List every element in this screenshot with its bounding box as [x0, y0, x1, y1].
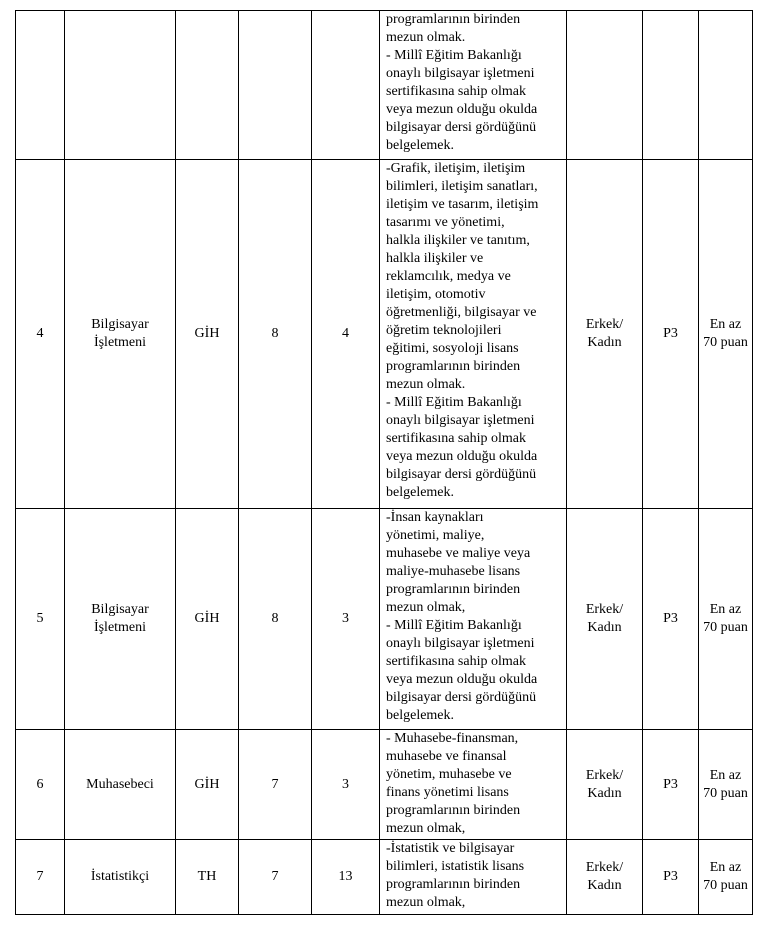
position-title-cell — [65, 730, 176, 840]
min-score-line: En az — [709, 602, 742, 617]
min-score-line: 70 puan — [703, 335, 748, 350]
requirement-line: sertifikasına sahip olmak — [386, 431, 526, 446]
gender-cell — [567, 730, 643, 840]
gender-cell — [567, 509, 643, 730]
class-cell — [176, 11, 239, 160]
requirement-line: bilgisayar dersi gördüğünü — [386, 467, 537, 482]
requirement-line: mezun olmak, — [386, 821, 466, 836]
min-score-line: En az — [709, 767, 742, 783]
table-row — [16, 730, 753, 840]
requirement-line: programlarının birinden — [386, 803, 521, 818]
gender-cell — [567, 160, 643, 509]
class-cell — [176, 509, 239, 730]
requirement-line: bilgisayar dersi gördüğünü — [386, 690, 537, 705]
min-score-line: 70 puan — [703, 878, 748, 893]
requirement-line: programlarının birinden — [386, 877, 521, 892]
class-cell — [176, 730, 239, 840]
kpss-cell — [643, 11, 699, 160]
gender-cell — [567, 11, 643, 160]
count-value: 3 — [342, 611, 349, 626]
class-cell — [176, 840, 239, 915]
row-number: 4 — [36, 326, 44, 341]
class-value: TH — [197, 869, 217, 884]
requirement-line: belgelemek. — [386, 485, 455, 500]
count-value: 13 — [338, 869, 353, 884]
min-score-line: En az — [709, 860, 742, 875]
gender-line: Erkek/ — [585, 767, 624, 783]
requirement-line: belgelemek. — [386, 138, 455, 153]
requirement-line: öğretmenliği, bilgisayar ve — [386, 305, 537, 320]
count-cell — [312, 840, 380, 915]
requirement-line: yönetimi, maliye, — [386, 528, 485, 543]
min-score-cell — [699, 160, 753, 509]
positions-table — [15, 10, 753, 915]
requirement-line: reklamcılık, medya ve — [386, 269, 511, 284]
class-value: GİH — [194, 776, 220, 792]
row-number: 6 — [36, 776, 44, 792]
gender-line: Erkek/ — [585, 602, 624, 617]
requirement-line: onaylı bilgisayar işletmeni — [386, 413, 535, 428]
requirement-line: veya mezun olduğu okulda — [386, 449, 538, 464]
kpss-cell — [643, 840, 699, 915]
requirement-line: halkla ilişkiler ve tanıtım, — [386, 233, 530, 248]
min-score-line: En az — [709, 317, 742, 332]
table-body — [16, 11, 753, 915]
requirements-cell — [380, 509, 567, 730]
count-value: 4 — [342, 326, 349, 341]
count-value: 3 — [342, 776, 349, 792]
requirement-line: yönetim, muhasebe ve — [386, 767, 512, 782]
position-title-cell — [65, 840, 176, 915]
requirement-line: öğretim teknolojileri — [386, 323, 502, 338]
requirement-line: -Grafik, iletişim, iletişim — [386, 161, 526, 176]
grade-cell — [239, 840, 312, 915]
requirement-line: muhasebe ve maliye veya — [386, 546, 531, 561]
kpss-value: P3 — [663, 326, 678, 341]
requirement-line: mezun olmak, — [386, 895, 466, 910]
row-number-cell — [16, 509, 65, 730]
kpss-cell — [643, 730, 699, 840]
class-value: GİH — [194, 326, 220, 341]
requirement-line: programlarının birinden — [386, 12, 521, 27]
requirement-line: - Muhasebe-finansman, — [386, 731, 519, 746]
requirement-line: programlarının birinden — [386, 582, 521, 597]
requirement-line: iletişim ve tasarım, iletişim — [386, 197, 539, 212]
position-title-cell — [65, 509, 176, 730]
min-score-line: 70 puan — [703, 620, 748, 635]
requirement-line: -İnsan kaynakları — [386, 510, 484, 525]
requirement-line: eğitimi, sosyoloji lisans — [386, 341, 519, 356]
min-score-cell — [699, 11, 753, 160]
requirement-line: onaylı bilgisayar işletmeni — [386, 66, 535, 81]
row-number: 5 — [36, 611, 44, 626]
position-title-line: İşletmeni — [93, 620, 147, 635]
position-title-cell — [65, 11, 176, 160]
requirements-cell — [380, 730, 567, 840]
requirements-cell — [380, 160, 567, 509]
gender-line: Erkek/ — [585, 860, 624, 875]
requirement-line: -İstatistik ve bilgisayar — [386, 841, 515, 856]
position-title-line: Bilgisayar — [91, 602, 149, 617]
requirement-line: - Millî Eğitim Bakanlığı — [386, 48, 522, 63]
gender-line: Kadın — [587, 785, 622, 801]
grade-value: 7 — [271, 869, 279, 884]
requirement-line: - Millî Eğitim Bakanlığı — [386, 395, 522, 410]
requirement-line: onaylı bilgisayar işletmeni — [386, 636, 535, 651]
requirement-line: programlarının birinden — [386, 359, 521, 374]
requirement-line: belgelemek. — [386, 708, 455, 723]
class-value: GİH — [194, 611, 220, 626]
kpss-value: P3 — [663, 869, 678, 884]
requirement-line: mezun olmak, — [386, 600, 466, 615]
count-cell — [312, 730, 380, 840]
requirements-cell — [380, 840, 567, 915]
requirement-line: tasarımı ve yönetimi, — [386, 215, 505, 230]
grade-cell — [239, 11, 312, 160]
table-row — [16, 840, 753, 915]
position-title-line: Muhasebeci — [86, 776, 154, 792]
requirement-line: bilimleri, iletişim sanatları, — [386, 179, 538, 194]
kpss-cell — [643, 160, 699, 509]
gender-cell — [567, 840, 643, 915]
min-score-cell — [699, 840, 753, 915]
requirement-line: veya mezun olduğu okulda — [386, 102, 538, 117]
grade-cell — [239, 160, 312, 509]
kpss-value: P3 — [663, 611, 678, 626]
requirement-line: bilgisayar dersi gördüğünü — [386, 120, 537, 135]
requirement-line: mezun olmak. — [386, 377, 466, 392]
table-row — [16, 11, 753, 160]
position-title-line: Bilgisayar — [91, 317, 149, 332]
min-score-cell — [699, 730, 753, 840]
min-score-cell — [699, 509, 753, 730]
table-row — [16, 509, 753, 730]
position-title-cell — [65, 160, 176, 509]
class-cell — [176, 160, 239, 509]
row-number-cell — [16, 840, 65, 915]
requirement-line: bilimleri, istatistik lisans — [386, 859, 525, 874]
requirement-line: sertifikasına sahip olmak — [386, 84, 526, 99]
row-number: 7 — [36, 869, 44, 884]
row-number-cell — [16, 160, 65, 509]
gender-line: Erkek/ — [585, 317, 624, 332]
count-cell — [312, 160, 380, 509]
row-number-cell — [16, 11, 65, 160]
grade-value: 8 — [271, 611, 279, 626]
grade-cell — [239, 730, 312, 840]
requirements-cell — [380, 11, 567, 160]
kpss-value: P3 — [663, 776, 678, 792]
requirement-line: muhasebe ve finansal — [386, 749, 507, 764]
requirement-line: iletişim, otomotiv — [386, 287, 486, 302]
requirement-line: sertifikasına sahip olmak — [386, 654, 526, 669]
grade-cell — [239, 509, 312, 730]
requirement-line: veya mezun olduğu okulda — [386, 672, 538, 687]
requirement-line: halkla ilişkiler ve — [386, 251, 484, 266]
gender-line: Kadın — [587, 620, 622, 635]
gender-line: Kadın — [587, 878, 622, 893]
position-title-line: İşletmeni — [93, 335, 147, 350]
table-row — [16, 160, 753, 509]
count-cell — [312, 11, 380, 160]
min-score-line: 70 puan — [703, 785, 748, 801]
grade-value: 8 — [271, 326, 279, 341]
row-number-cell — [16, 730, 65, 840]
kpss-cell — [643, 509, 699, 730]
requirement-line: mezun olmak. — [386, 30, 466, 45]
gender-line: Kadın — [587, 335, 622, 350]
requirement-line: maliye-muhasebe lisans — [386, 564, 521, 579]
requirement-line: - Millî Eğitim Bakanlığı — [386, 618, 522, 633]
requirement-line: finans yönetimi lisans — [386, 785, 509, 800]
grade-value: 7 — [271, 776, 279, 792]
count-cell — [312, 509, 380, 730]
position-title-line: İstatistikçi — [90, 869, 150, 884]
